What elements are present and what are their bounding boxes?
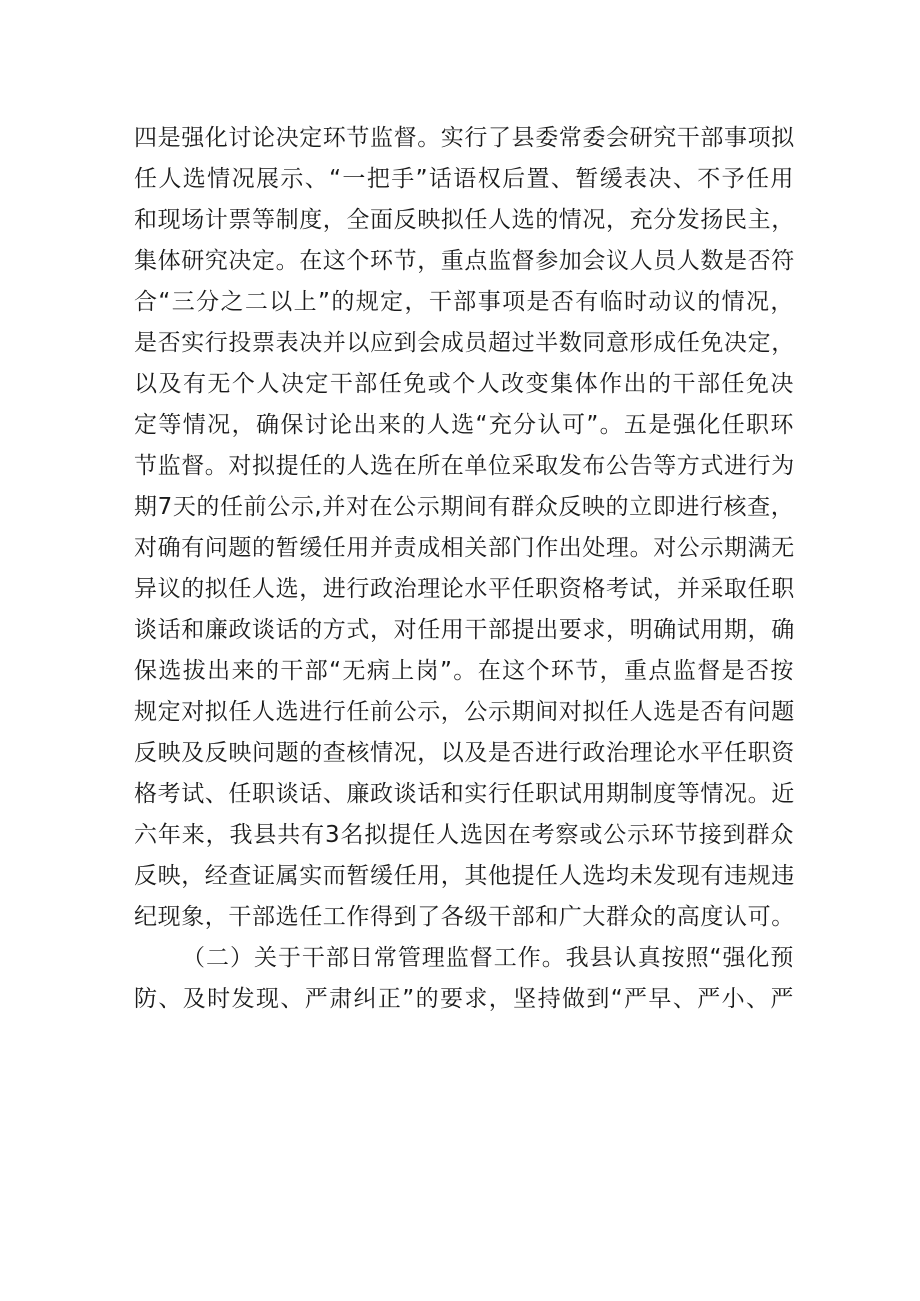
paragraph-line-15: 规定对拟任人选进行任前公示，公示期间对拟任人选是否有问题 <box>134 699 795 725</box>
paragraph-line-12: 异议的拟任人选，进行政治理论水平任职资格考试，并采取任职 <box>134 576 795 602</box>
paragraph-line-10: 期7天的任前公示,并对在公示期间有群众反映的立即进行核查， <box>134 494 795 520</box>
paragraph-line-22: 防、及时发现、严肃纠正”的要求，坚持做到“严早、严小、严 <box>134 986 794 1012</box>
paragraph-line-19: 反映，经查证属实而暂缓任用，其他提任人选均未发现有违规违 <box>134 863 795 889</box>
paragraph-line-3: 和现场计票等制度，全面反映拟任人选的情况，充分发扬民主， <box>134 207 795 233</box>
paragraph-line-7: 以及有无个人决定干部任免或个人改变集体作出的干部任免决 <box>134 371 794 397</box>
paragraph-line-4: 集体研究决定。在这个环节，重点监督参加会议人员人数是否符 <box>134 248 795 274</box>
document-body <box>134 118 794 1020</box>
section-heading-line: （二）关于干部日常管理监督工作。我县认真按照“强化预 <box>182 945 794 971</box>
paragraph-line-1: 四是强化讨论决定环节监督。实行了县委常委会研究干部事项拟 <box>134 125 795 151</box>
paragraph-line-5: 合“三分之二以上”的规定，干部事项是否有临时动议的情况， <box>134 289 794 315</box>
paragraph-line-20: 纪现象，干部选任工作得到了各级干部和广大群众的高度认可。 <box>134 904 795 930</box>
paragraph-line-16: 反映及反映问题的查核情况，以及是否进行政治理论水平任职资 <box>134 740 795 766</box>
paragraph-line-11: 对确有问题的暂缓任用并责成相关部门作出处理。对公示期满无 <box>134 535 795 561</box>
paragraph-line-14: 保选拔出来的干部“无病上岗”。在这个环节，重点监督是否按 <box>134 658 794 684</box>
paragraph-line-6: 是否实行投票表决并以应到会成员超过半数同意形成任免决定， <box>134 330 795 356</box>
paragraph-line-18: 六年来，我县共有3名拟提任人选因在考察或公示环节接到群众 <box>134 822 794 848</box>
paragraph-line-13: 谈话和廉政谈话的方式，对任用干部提出要求，明确试用期，确 <box>134 617 795 643</box>
paragraph-line-8: 定等情况，确保讨论出来的人选“充分认可”。五是强化任职环 <box>134 412 794 438</box>
paragraph-line-9: 节监督。对拟提任的人选在所在单位采取发布公告等方式进行为 <box>134 453 795 479</box>
paragraph-line-17: 格考试、任职谈话、廉政谈话和实行任职试用期制度等情况。近 <box>134 781 795 807</box>
paragraph-line-2: 任人选情况展示、“一把手”话语权后置、暂缓表决、不予任用 <box>134 166 794 192</box>
